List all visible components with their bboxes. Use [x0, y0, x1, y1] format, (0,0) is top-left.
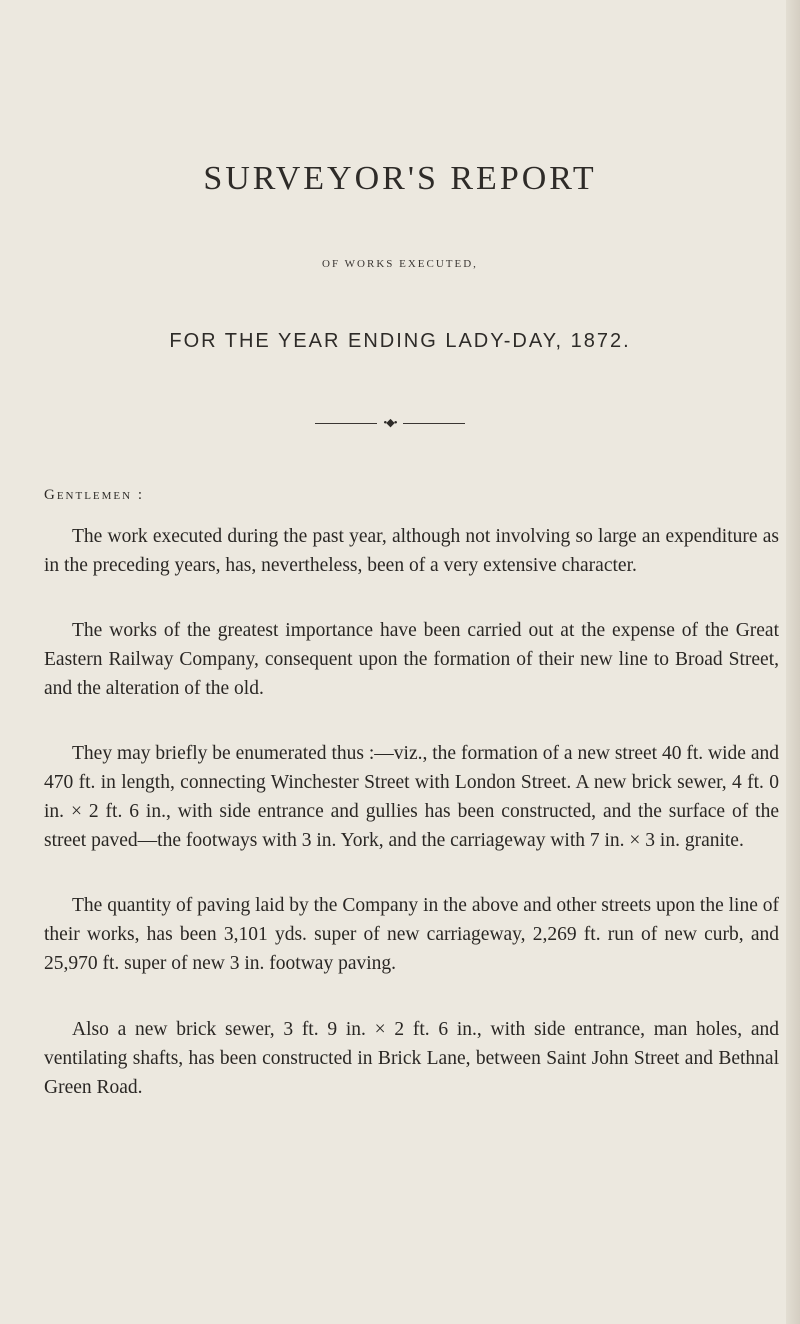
- divider-line-right: [403, 423, 465, 424]
- paragraph-4: [44, 891, 779, 978]
- paragraph-2: [44, 616, 779, 703]
- paragraph-text: The work executed during the past year, although not involving so large an expenditure as in the preceding years, has, nevertheless, been of a very extensive character.: [44, 526, 779, 576]
- salutation: Gentlemen :: [44, 487, 145, 503]
- ornamental-divider: [315, 417, 465, 429]
- paragraph-1: [44, 522, 779, 580]
- paragraph-5: [44, 1015, 779, 1102]
- paragraph-text: Also a new brick sewer, 3 ft. 9 in. × 2 ft. 6 in., with side entrance, man holes, and ventilating shafts, has been constructed in Brick Lane, between Saint John Street and Bethnal Green Road.: [44, 1019, 779, 1098]
- paragraph-text: The quantity of paving laid by the Company in the above and other streets upon the line of their works, has been 3,101 yds. super of new carriageway, 2,269 ft. run of new curb, and 25,970 ft. super of new 3 in. footway paving.: [44, 895, 779, 974]
- report-subtitle: OF WORKS EXECUTED,: [322, 258, 478, 270]
- paragraph-text: The works of the greatest importance have been carried out at the expense of the Great Eastern Railway Company, consequent upon the formation of their new line to Broad Street, and the alteration of the old.: [44, 620, 779, 699]
- paragraph-3: [44, 739, 779, 855]
- divider-line-left: [315, 423, 377, 424]
- paragraph-text: They may briefly be enumerated thus :—viz., the formation of a new street 40 ft. wide and 470 ft. in length, connecting Winchester Street with London Street. A new brick sewer, 4 ft. 0 in. × 2 ft. 6 in., with side entrance and gullies has been constructed, and the surface of the street paved—the footways with 3 in. York, and the carriageway with 7 in. × 3 in. granite.: [44, 743, 779, 851]
- page-edge: [786, 0, 800, 1324]
- divider-ornament: •◆•: [383, 417, 397, 429]
- report-year-line: FOR THE YEAR ENDING LADY-DAY, 1872.: [169, 330, 631, 352]
- report-title: SURVEYOR'S REPORT: [203, 160, 597, 197]
